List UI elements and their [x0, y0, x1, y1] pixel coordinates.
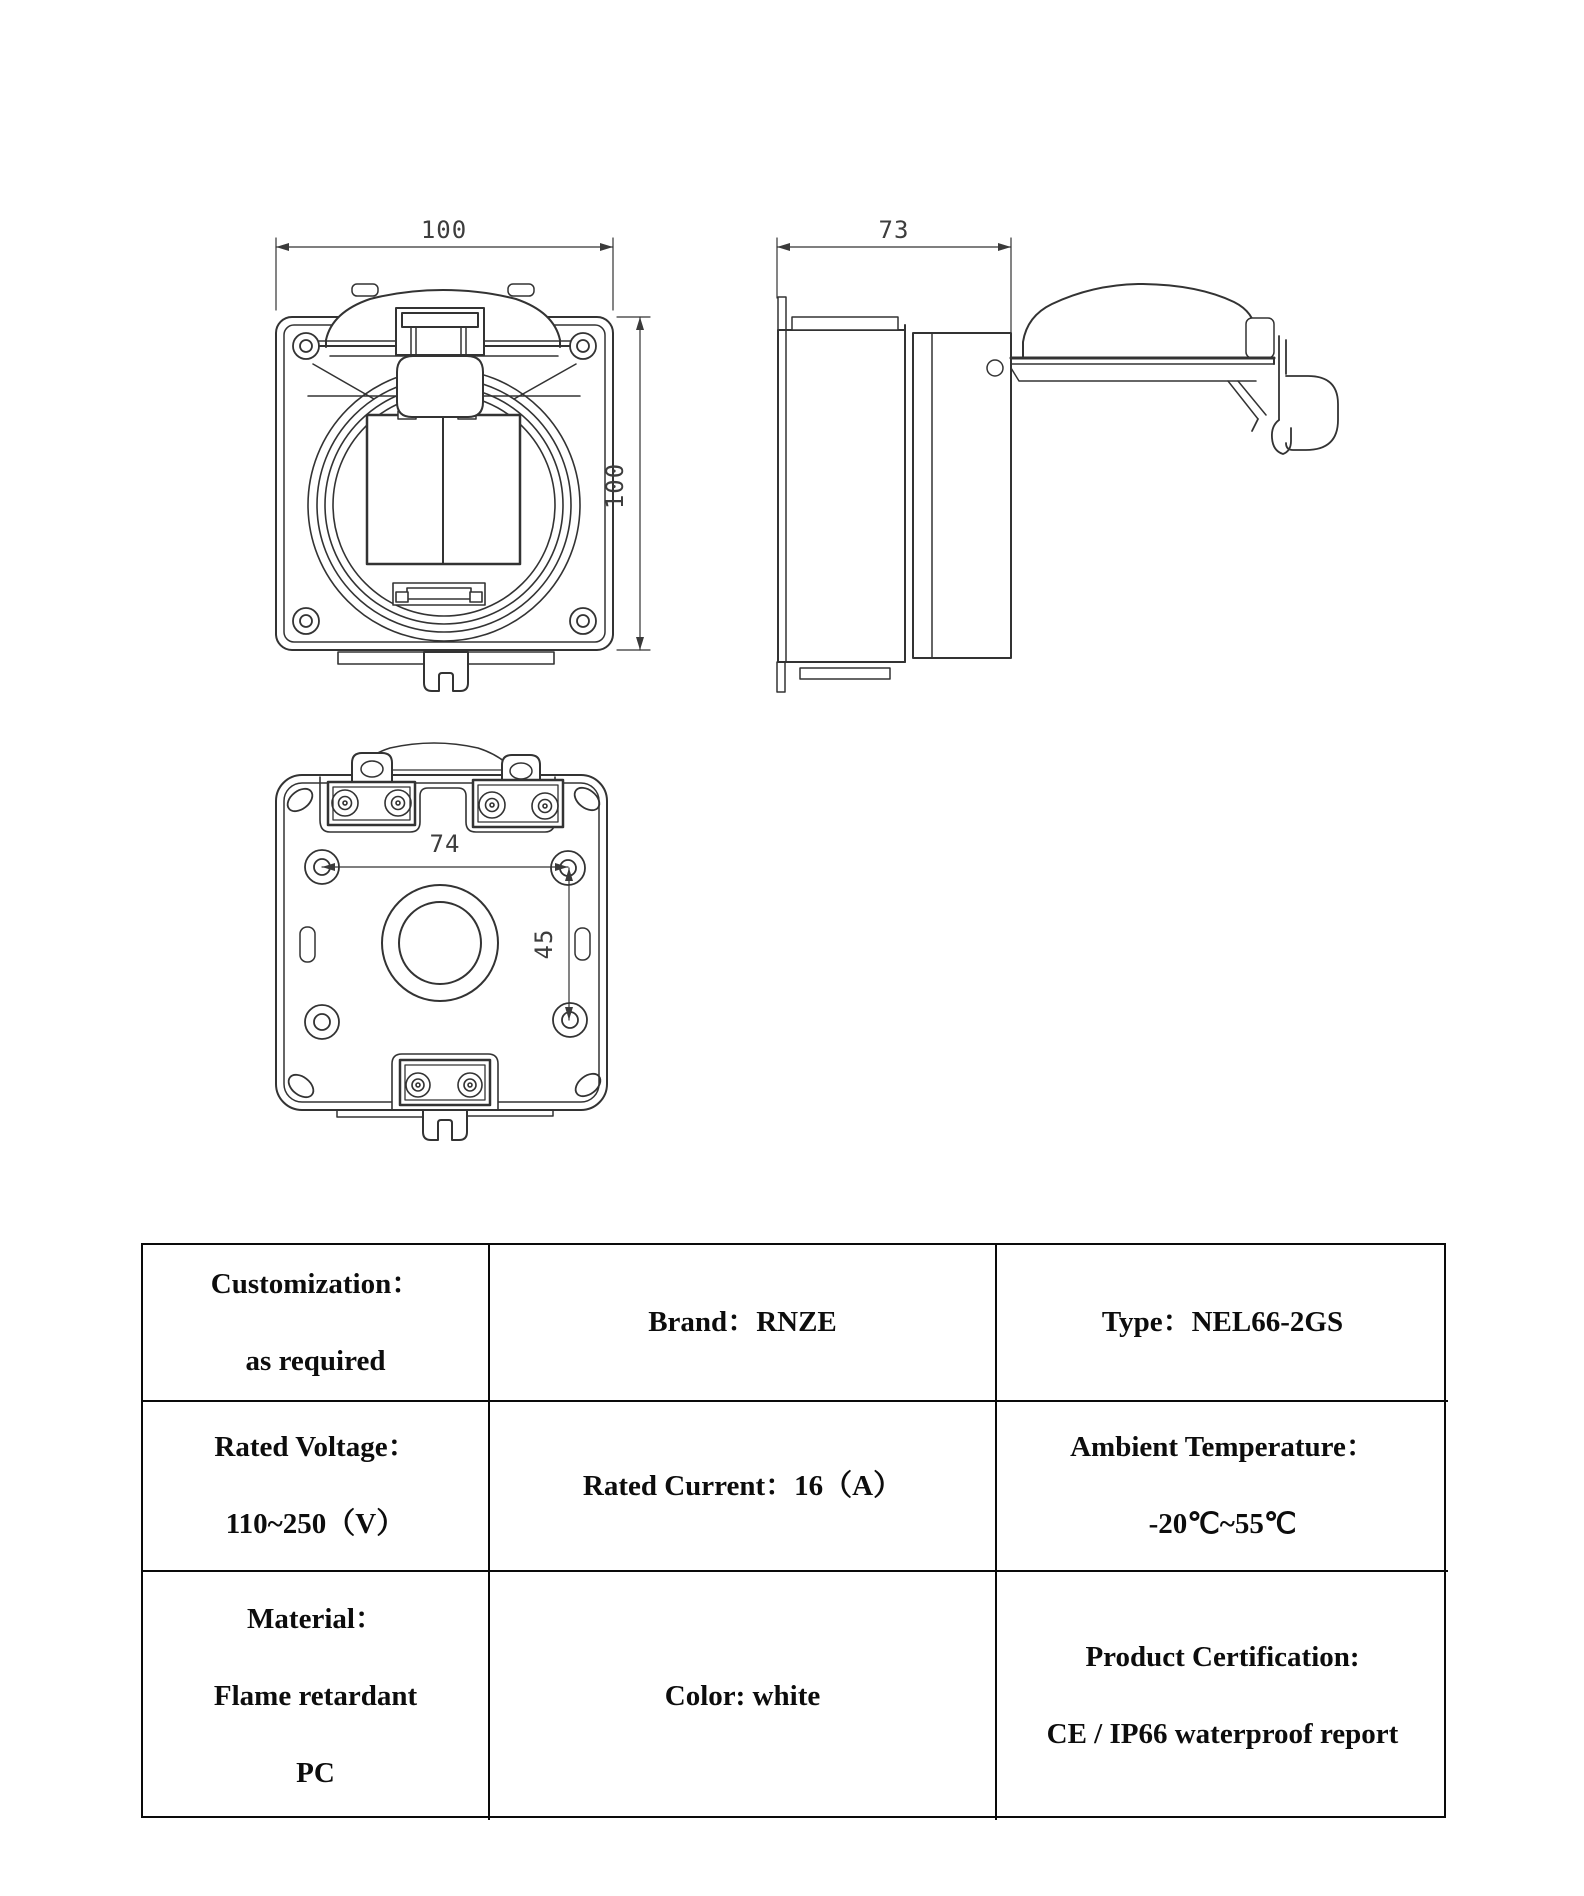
spec-line: -20℃~55℃ — [1148, 1508, 1297, 1540]
spec-line: Type：NEL66-2GS — [1101, 1306, 1344, 1338]
front-height-dimension — [601, 317, 650, 650]
back-bottom-tab — [423, 1110, 467, 1140]
spec-line: Ambient Temperature： — [1070, 1431, 1375, 1463]
front-height-dim-label: 100 — [601, 462, 629, 510]
spec-cell-color — [490, 1572, 997, 1820]
spec-line: Rated Voltage： — [214, 1431, 417, 1463]
hole-pitch-h-label: 74 — [429, 830, 461, 858]
side-depth-dim-label: 73 — [878, 216, 910, 244]
spec-line: 110~250（V） — [225, 1508, 406, 1540]
bottom-terminal-block — [392, 1054, 498, 1109]
spec-line: Brand：RNZE — [648, 1306, 837, 1338]
spec-line: as required — [245, 1344, 386, 1377]
lid-hinge — [396, 308, 484, 355]
hole-pitch-v-label: 45 — [530, 928, 558, 960]
spec-line: Color: white — [664, 1679, 821, 1712]
spec-line: CE / IP66 waterproof report — [1046, 1718, 1399, 1750]
front-bottom-tab — [424, 652, 468, 691]
side-rear-box — [778, 330, 905, 662]
spec-cell-rated-current — [490, 1402, 997, 1572]
lid-latch — [397, 356, 483, 417]
side-depth-dimension — [777, 216, 1011, 332]
front-width-dim-label: 100 — [420, 216, 468, 244]
spec-line: Customization： — [210, 1267, 421, 1300]
spec-line: Product Certification: — [1085, 1641, 1360, 1673]
front-view-drawing — [276, 216, 650, 691]
side-open-lid — [1011, 284, 1274, 419]
spec-line: Flame retardant — [213, 1679, 418, 1712]
spec-cell-ambient-temperature — [997, 1402, 1448, 1572]
spec-cell-customization — [143, 1245, 490, 1402]
spec-cell-material — [143, 1572, 490, 1820]
spec-cell-rated-voltage — [143, 1402, 490, 1572]
spec-table — [141, 1243, 1446, 1818]
spec-cell-certification — [997, 1572, 1448, 1820]
back-view-drawing — [276, 743, 607, 1140]
spec-cell-type — [997, 1245, 1448, 1402]
bezel-bottom-bar — [393, 583, 485, 605]
side-view-drawing — [777, 216, 1338, 692]
spec-line: Material： — [247, 1602, 384, 1635]
spec-line: PC — [296, 1756, 335, 1789]
spec-line: Rated Current：16（A） — [582, 1469, 903, 1502]
side-front-column — [913, 333, 1011, 658]
spec-cell-brand — [490, 1245, 997, 1402]
